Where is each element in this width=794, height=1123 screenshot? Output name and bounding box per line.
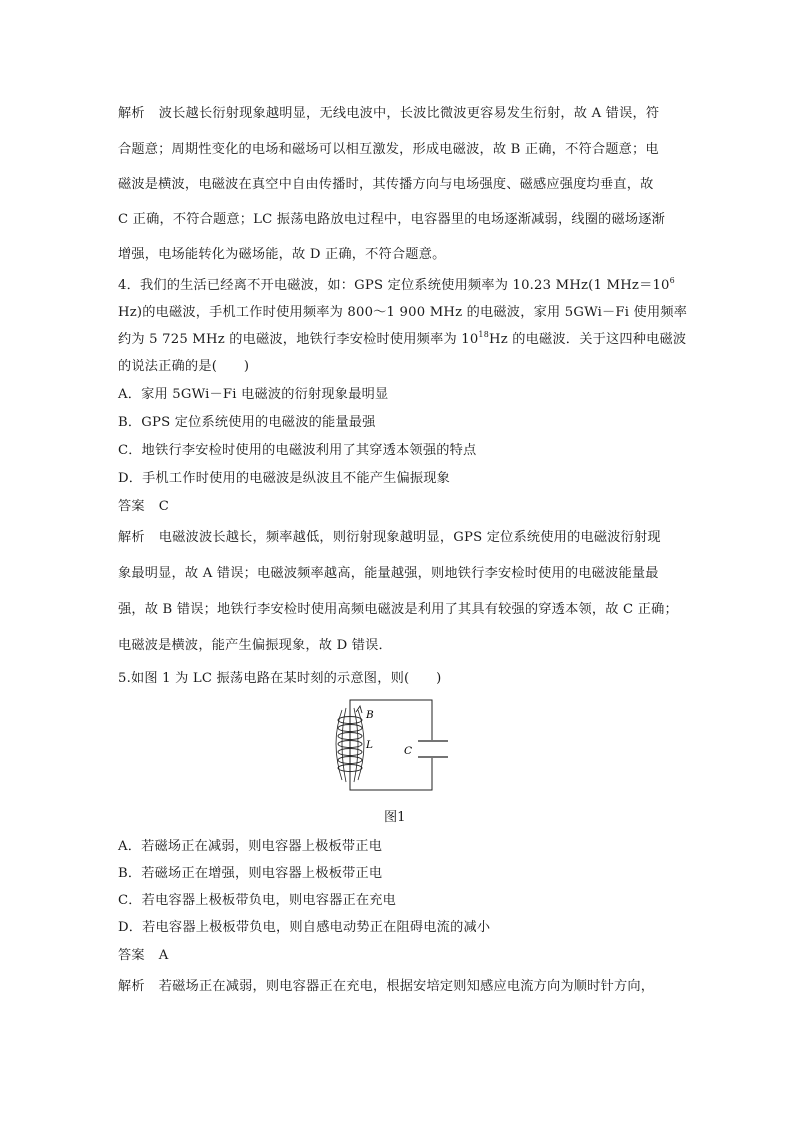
q4-option-a: A．家用 5GWi－Fi 电磁波的衍射现象最明显 [118, 387, 389, 402]
text: 电磁波波长越长，频率越低，则衍射现象越明显，GPS 定位系统使用的电磁波衍射现 [158, 530, 661, 545]
q5-option-d: D．若电容器上极板带负电，则自感电动势正在阻碍电流的减小 [118, 920, 491, 935]
label-c: C [404, 745, 413, 757]
q5-answer [118, 944, 169, 963]
q3-analysis-line-1 [118, 102, 659, 121]
label-l: L [366, 739, 373, 751]
lc-circuit-diagram [320, 698, 460, 794]
q3-analysis-line-5: 增强，电场能转化为磁场能，故 D 正确，不符合题意。 [118, 247, 446, 262]
q4-option-d: D．手机工作时使用的电磁波是纵波且不能产生偏振现象 [118, 471, 451, 486]
superscript: 18 [478, 330, 490, 339]
q4-stem-line-3 [118, 328, 686, 347]
analysis-tag: 解析 [118, 106, 145, 121]
text: 波长越长衍射现象越明显，无线电波中，长波比微波更容易发生衍射，故 A 错误，符 [158, 106, 660, 121]
analysis-tag: 解析 [118, 979, 145, 994]
lc-circuit-figure [320, 698, 460, 794]
superscript: 6 [669, 276, 675, 285]
answer-value: A [158, 948, 169, 963]
q4-analysis-line-1 [118, 526, 661, 545]
circuit-wire [350, 700, 432, 790]
text: 4．我们的生活已经离不开电磁波，如：GPS 定位系统使用频率为 10.23 MHz(1 MHz＝10 [118, 278, 670, 293]
figure-caption: 图1 [384, 810, 406, 825]
q4-answer [118, 495, 169, 514]
capacitor-gap [428, 740, 436, 758]
answer-value: C [158, 499, 170, 514]
q3-analysis-line-3: 磁波是横波，电磁波在真空中自由传播时，其传播方向与电场强度、磁感应强度均垂直，故 [118, 177, 654, 192]
q3-analysis-line-2: 合题意；周期性变化的电场和磁场可以相互激发，形成电磁波，故 B 正确，不符合题意；电 [118, 142, 659, 157]
q4-stem-line-2: Hz)的电磁波，手机工作时使用频率为 800～1 900 MHz 的电磁波，家用 5GWi－Fi 使用频率 [118, 305, 688, 320]
q4-option-b: B．GPS 定位系统使用的电磁波的能量最强 [118, 415, 376, 430]
q4-stem-line-4: 的说法正确的是( ) [118, 359, 250, 374]
q4-analysis-line-2: 象最明显，故 A 错误；电磁波频率越高，能量越强，则地铁行李安检时使用的电磁波能量最 [118, 566, 659, 581]
q4-analysis-line-3: 强，故 B 错误；地铁行李安检时使用高频电磁波是利用了其具有较强的穿透本领，故 C 正确； [118, 602, 678, 617]
q3-analysis-line-4: C 正确，不符合题意；LC 振荡电路放电过程中，电容器里的电场逐渐减弱，线圈的磁场逐渐 [118, 212, 666, 227]
q5-option-a: A．若磁场正在减弱，则电容器上极板带正电 [118, 839, 383, 854]
q5-option-c: C．若电容器上极板带负电，则电容器正在充电 [118, 893, 397, 908]
analysis-tag: 解析 [118, 530, 145, 545]
answer-tag: 答案 [118, 948, 145, 963]
answer-tag: 答案 [118, 499, 145, 514]
q5-stem: 5.如图 1 为 LC 振荡电路在某时刻的示意图，则( ) [118, 671, 442, 686]
q5-analysis-line-1 [118, 975, 654, 994]
q4-stem-line-1 [118, 274, 675, 293]
text: 若磁场正在减弱，则电容器正在充电，根据安培定则知感应电流方向为顺时针方向， [158, 979, 655, 994]
label-b: B [366, 709, 374, 721]
q4-option-c: C．地铁行李安检时使用的电磁波利用了其穿透本领强的特点 [118, 443, 477, 458]
text: 约为 5 725 MHz 的电磁波，地铁行李安检时使用频率为 10 [118, 332, 479, 347]
q4-analysis-line-4: 电磁波是横波，能产生偏振现象，故 D 错误． [118, 638, 392, 653]
q5-option-b: B．若磁场正在增强，则电容器上极板带正电 [118, 866, 383, 881]
text: Hz 的电磁波．关于这四种电磁波 [489, 332, 687, 347]
